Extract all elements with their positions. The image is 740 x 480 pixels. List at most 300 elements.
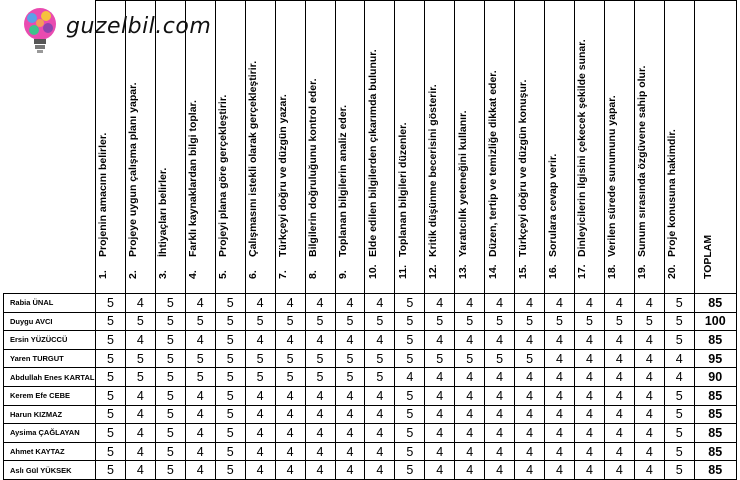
criterion-text: Projeyi plana göre gerçekleştirir.	[217, 94, 230, 257]
score-cell: 4	[185, 424, 215, 443]
criterion-text: Dinleyicilerin ilgisini çekecek şekilde sunar.	[576, 39, 589, 257]
score-cell: 4	[515, 461, 545, 480]
score-cell: 5	[395, 386, 425, 405]
score-cell: 5	[215, 294, 245, 313]
score-cell: 4	[185, 461, 215, 480]
evaluation-table	[3, 0, 737, 480]
criterion-label	[516, 0, 530, 279]
score-cell: 5	[664, 424, 694, 443]
score-cell: 5	[395, 461, 425, 480]
score-cell: 4	[485, 424, 515, 443]
score-cell: 5	[215, 331, 245, 350]
student-name: Abdullah Enes KARTAL	[4, 368, 96, 387]
score-cell: 4	[305, 405, 335, 424]
criterion-number: 19.	[636, 264, 649, 279]
score-cell: 4	[275, 424, 305, 443]
score-cell: 5	[335, 368, 365, 387]
score-cell: 5	[155, 368, 185, 387]
score-cell: 4	[185, 442, 215, 461]
score-cell: 4	[634, 461, 664, 480]
score-cell: 5	[125, 368, 155, 387]
score-cell: 5	[155, 461, 185, 480]
criterion-label	[426, 0, 440, 279]
student-name: Ersin YÜZÜCCÜ	[4, 331, 96, 350]
score-cell: 4	[455, 294, 485, 313]
score-cell: 4	[125, 461, 155, 480]
score-cell: 5	[155, 331, 185, 350]
criterion-number: 17.	[576, 264, 589, 279]
score-cell: 5	[215, 386, 245, 405]
criterion-text: Türkçeyi doğru ve düzgün konuşur.	[516, 79, 529, 257]
criterion-number: 2.	[127, 270, 140, 279]
score-cell: 4	[335, 442, 365, 461]
score-cell: 4	[545, 405, 575, 424]
criterion-label	[546, 0, 560, 279]
criterion-header-16	[545, 1, 575, 294]
score-cell: 4	[604, 294, 634, 313]
score-cell: 4	[425, 368, 455, 387]
score-cell: 5	[155, 312, 185, 331]
score-cell: 4	[455, 368, 485, 387]
score-cell: 4	[485, 386, 515, 405]
score-cell: 4	[545, 424, 575, 443]
student-name: Rabia ÜNAL	[4, 294, 96, 313]
criterion-label	[635, 0, 649, 279]
score-cell: 4	[664, 349, 694, 368]
student-name: Kerem Efe CEBE	[4, 386, 96, 405]
criterion-header-8	[305, 1, 335, 294]
criterion-header-14	[485, 1, 515, 294]
criterion-number: 13.	[456, 264, 469, 279]
criterion-text: Kritik düşünme becerisini gösterir.	[426, 84, 439, 257]
criterion-text: Çalışmasını istekli olarak gerçekleştirir.	[247, 60, 260, 257]
score-cell: 5	[604, 312, 634, 331]
score-cell: 4	[545, 294, 575, 313]
score-cell: 5	[395, 349, 425, 368]
score-cell: 4	[604, 331, 634, 350]
score-cell: 4	[125, 386, 155, 405]
score-cell: 5	[545, 312, 575, 331]
score-cell: 5	[275, 368, 305, 387]
criterion-label	[246, 0, 260, 279]
criterion-text: Sunum sırasında özgüvene sahip olur.	[636, 65, 649, 257]
score-cell: 4	[365, 424, 395, 443]
score-cell: 4	[515, 405, 545, 424]
table-row	[4, 424, 737, 443]
score-cell: 5	[125, 349, 155, 368]
score-cell: 4	[634, 424, 664, 443]
criterion-label	[575, 0, 589, 279]
score-cell: 5	[96, 386, 126, 405]
criterion-label	[665, 0, 679, 279]
score-cell: 5	[425, 349, 455, 368]
score-cell: 5	[515, 312, 545, 331]
table-row	[4, 442, 737, 461]
criterion-number: 18.	[606, 264, 619, 279]
criterion-label	[336, 0, 350, 279]
score-cell: 5	[664, 442, 694, 461]
table-row	[4, 368, 737, 387]
score-cell: 4	[275, 331, 305, 350]
score-cell: 4	[575, 368, 605, 387]
score-cell: 5	[275, 312, 305, 331]
score-cell: 4	[305, 424, 335, 443]
score-cell: 5	[155, 386, 185, 405]
score-cell: 4	[125, 294, 155, 313]
score-cell: 5	[664, 331, 694, 350]
score-cell: 5	[575, 312, 605, 331]
criterion-header-9	[335, 1, 365, 294]
score-cell: 4	[604, 424, 634, 443]
total-cell: 85	[694, 294, 736, 313]
score-cell: 5	[664, 405, 694, 424]
score-cell: 4	[365, 386, 395, 405]
table-row	[4, 461, 737, 480]
table-row	[4, 405, 737, 424]
student-name: Yaren TURGUT	[4, 349, 96, 368]
criterion-number: 8.	[307, 270, 320, 279]
criterion-header-20	[664, 1, 694, 294]
score-cell: 4	[425, 424, 455, 443]
score-cell: 4	[245, 386, 275, 405]
criterion-label	[456, 0, 470, 279]
score-cell: 5	[305, 312, 335, 331]
score-cell: 5	[335, 349, 365, 368]
lightbulb-icon	[22, 6, 62, 58]
score-cell: 4	[425, 442, 455, 461]
score-cell: 5	[335, 312, 365, 331]
score-cell: 4	[275, 294, 305, 313]
score-cell: 5	[215, 312, 245, 331]
score-cell: 4	[485, 461, 515, 480]
score-cell: 4	[604, 349, 634, 368]
table-row	[4, 349, 737, 368]
criterion-number: 20.	[666, 264, 679, 279]
score-cell: 5	[245, 312, 275, 331]
criterion-header-13	[455, 1, 485, 294]
score-cell: 5	[455, 349, 485, 368]
score-cell: 4	[485, 442, 515, 461]
criterion-text: Toplanan bilgilerin analiz eder.	[336, 104, 349, 257]
score-cell: 4	[335, 405, 365, 424]
criterion-header-6	[245, 1, 275, 294]
criterion-text: Türkçeyi doğru ve düzgün yazar.	[277, 94, 290, 257]
score-cell: 4	[365, 461, 395, 480]
student-rows	[4, 294, 737, 480]
score-cell: 5	[185, 349, 215, 368]
score-cell: 5	[395, 442, 425, 461]
criterion-number: 4.	[187, 270, 200, 279]
score-cell: 4	[275, 386, 305, 405]
logo	[22, 6, 232, 58]
student-name: Aysima ÇAĞLAYAN	[4, 424, 96, 443]
score-cell: 4	[425, 461, 455, 480]
score-cell: 4	[515, 424, 545, 443]
criterion-header-7	[275, 1, 305, 294]
score-cell: 4	[185, 386, 215, 405]
criterion-label	[366, 0, 380, 279]
score-cell: 5	[215, 405, 245, 424]
score-cell: 5	[125, 312, 155, 331]
score-cell: 4	[515, 331, 545, 350]
score-cell: 4	[634, 368, 664, 387]
score-cell: 5	[634, 312, 664, 331]
score-cell: 4	[455, 331, 485, 350]
score-cell: 5	[96, 461, 126, 480]
criterion-label	[396, 0, 410, 279]
total-cell: 85	[694, 461, 736, 480]
criterion-text: Projeye uygun çalışma planı yapar.	[127, 82, 140, 257]
total-cell: 85	[694, 331, 736, 350]
criterion-text: Verilen sürede sunumunu yapar.	[606, 95, 619, 257]
score-cell: 4	[185, 405, 215, 424]
score-cell: 4	[485, 331, 515, 350]
score-cell: 5	[215, 461, 245, 480]
score-cell: 5	[485, 349, 515, 368]
logo-text: guzelbil.com	[66, 14, 212, 39]
score-cell: 5	[664, 294, 694, 313]
score-cell: 4	[245, 461, 275, 480]
score-cell: 4	[365, 442, 395, 461]
criterion-text: Proje konusuna hakimdir.	[666, 129, 679, 257]
score-cell: 4	[425, 294, 455, 313]
criterion-text: Düzen, tertip ve temizliğe dikkat eder.	[486, 70, 499, 257]
score-cell: 5	[425, 312, 455, 331]
score-cell: 5	[155, 349, 185, 368]
score-cell: 5	[155, 424, 185, 443]
score-cell: 4	[634, 349, 664, 368]
total-header	[694, 1, 736, 294]
score-cell: 4	[515, 368, 545, 387]
score-cell: 5	[485, 312, 515, 331]
student-name: Aslı Gül YÜKSEK	[4, 461, 96, 480]
total-cell: 85	[694, 405, 736, 424]
criterion-label	[605, 0, 619, 279]
score-cell: 5	[96, 312, 126, 331]
table-row	[4, 331, 737, 350]
score-cell: 5	[365, 312, 395, 331]
table-row	[4, 386, 737, 405]
score-cell: 4	[185, 294, 215, 313]
total-cell: 90	[694, 368, 736, 387]
score-cell: 4	[575, 424, 605, 443]
score-cell: 4	[245, 331, 275, 350]
student-name: Duygu AVCI	[4, 312, 96, 331]
score-cell: 5	[275, 349, 305, 368]
student-name: Harun KIZMAZ	[4, 405, 96, 424]
score-cell: 4	[575, 349, 605, 368]
score-cell: 5	[395, 405, 425, 424]
score-cell: 4	[575, 331, 605, 350]
criterion-header-19	[634, 1, 664, 294]
score-cell: 5	[395, 294, 425, 313]
score-cell: 4	[455, 442, 485, 461]
score-cell: 4	[125, 331, 155, 350]
score-cell: 4	[305, 331, 335, 350]
score-cell: 4	[575, 405, 605, 424]
score-cell: 4	[305, 461, 335, 480]
score-cell: 4	[335, 386, 365, 405]
criterion-text: Farklı kaynaklardan bilgi toplar.	[187, 100, 200, 257]
score-cell: 4	[575, 461, 605, 480]
criterion-number: 15.	[516, 264, 529, 279]
score-cell: 5	[215, 424, 245, 443]
score-cell: 5	[305, 349, 335, 368]
score-cell: 4	[634, 442, 664, 461]
score-cell: 4	[305, 294, 335, 313]
score-cell: 4	[125, 405, 155, 424]
score-cell: 4	[425, 386, 455, 405]
score-cell: 5	[365, 349, 395, 368]
criterion-text: Bilgilerin doğruluğunu kontrol eder.	[307, 78, 320, 257]
score-cell: 4	[125, 442, 155, 461]
criterion-number: 16.	[546, 264, 559, 279]
score-cell: 4	[455, 386, 485, 405]
score-cell: 4	[425, 331, 455, 350]
criterion-text: Yaratıcılık yeteneğini kullanır.	[456, 110, 469, 257]
total-cell: 85	[694, 442, 736, 461]
score-cell: 5	[185, 368, 215, 387]
score-cell: 4	[515, 386, 545, 405]
criterion-number: 1.	[97, 270, 110, 279]
score-cell: 4	[425, 405, 455, 424]
score-cell: 5	[185, 312, 215, 331]
score-cell: 4	[575, 386, 605, 405]
score-cell: 5	[155, 294, 185, 313]
criterion-number: 10.	[366, 264, 379, 279]
score-cell: 5	[365, 368, 395, 387]
score-cell: 4	[485, 294, 515, 313]
score-cell: 4	[245, 405, 275, 424]
student-name: Ahmet KAYTAZ	[4, 442, 96, 461]
score-cell: 4	[634, 386, 664, 405]
score-cell: 4	[604, 442, 634, 461]
score-cell: 4	[515, 294, 545, 313]
criterion-label	[306, 0, 320, 279]
score-cell: 4	[275, 405, 305, 424]
score-cell: 4	[545, 386, 575, 405]
criterion-text: Sorulara cevap verir.	[546, 153, 559, 257]
score-cell: 5	[96, 405, 126, 424]
criterion-header-18	[604, 1, 634, 294]
score-cell: 5	[515, 349, 545, 368]
criterion-header-12	[425, 1, 455, 294]
score-cell: 5	[664, 386, 694, 405]
criterion-header-15	[515, 1, 545, 294]
table-row	[4, 294, 737, 313]
score-cell: 4	[275, 461, 305, 480]
score-cell: 5	[96, 368, 126, 387]
criterion-number: 5.	[217, 270, 230, 279]
total-cell: 85	[694, 424, 736, 443]
criterion-label	[276, 0, 290, 279]
score-cell: 5	[664, 312, 694, 331]
score-cell: 4	[275, 442, 305, 461]
score-cell: 4	[575, 442, 605, 461]
score-cell: 5	[96, 442, 126, 461]
score-cell: 4	[545, 331, 575, 350]
criterion-number: 11.	[396, 264, 409, 279]
score-cell: 4	[455, 424, 485, 443]
score-cell: 5	[305, 368, 335, 387]
score-cell: 4	[545, 461, 575, 480]
criterion-number: 12.	[426, 264, 439, 279]
criterion-number: 6.	[247, 270, 260, 279]
score-cell: 4	[485, 405, 515, 424]
score-cell: 4	[455, 461, 485, 480]
score-cell: 4	[634, 331, 664, 350]
score-cell: 5	[96, 349, 126, 368]
criterion-text: Projenin amacını belirler.	[97, 132, 110, 257]
score-cell: 4	[125, 424, 155, 443]
score-cell: 4	[545, 368, 575, 387]
score-cell: 4	[604, 405, 634, 424]
score-cell: 4	[335, 461, 365, 480]
criterion-text: Elde edilen bilgilerden çıkarımda bulunur.	[366, 49, 379, 257]
score-cell: 5	[215, 349, 245, 368]
criterion-text: Toplanan bilgileri düzenler.	[396, 122, 409, 257]
score-cell: 4	[245, 424, 275, 443]
score-cell: 5	[215, 442, 245, 461]
score-cell: 4	[305, 386, 335, 405]
score-cell: 5	[96, 294, 126, 313]
score-cell: 4	[485, 368, 515, 387]
score-cell: 5	[215, 368, 245, 387]
criterion-header-10	[365, 1, 395, 294]
score-cell: 5	[96, 424, 126, 443]
score-cell: 5	[664, 461, 694, 480]
score-cell: 5	[395, 331, 425, 350]
score-cell: 5	[245, 349, 275, 368]
total-label: TOPLAM	[702, 234, 715, 279]
total-cell: 85	[694, 386, 736, 405]
score-cell: 5	[96, 331, 126, 350]
score-cell: 4	[185, 331, 215, 350]
table-row	[4, 312, 737, 331]
score-cell: 4	[395, 368, 425, 387]
score-cell: 4	[365, 294, 395, 313]
score-cell: 5	[395, 424, 425, 443]
score-cell: 4	[575, 294, 605, 313]
score-cell: 5	[455, 312, 485, 331]
score-cell: 4	[634, 294, 664, 313]
score-cell: 5	[155, 405, 185, 424]
score-cell: 4	[545, 349, 575, 368]
score-cell: 5	[155, 442, 185, 461]
criterion-number: 3.	[157, 270, 170, 279]
score-cell: 4	[365, 405, 395, 424]
score-cell: 5	[245, 368, 275, 387]
score-cell: 4	[335, 331, 365, 350]
score-cell: 4	[545, 442, 575, 461]
score-cell: 4	[365, 331, 395, 350]
total-cell: 100	[694, 312, 736, 331]
criterion-number: 9.	[336, 270, 349, 279]
score-cell: 4	[245, 294, 275, 313]
score-cell: 4	[634, 405, 664, 424]
criterion-number: 14.	[486, 264, 499, 279]
criterion-header-17	[575, 1, 605, 294]
criterion-header-11	[395, 1, 425, 294]
score-cell: 5	[395, 312, 425, 331]
score-cell: 4	[515, 442, 545, 461]
score-cell: 4	[604, 368, 634, 387]
score-cell: 4	[455, 405, 485, 424]
score-cell: 4	[604, 461, 634, 480]
score-cell: 4	[245, 442, 275, 461]
criterion-label	[486, 0, 500, 279]
score-cell: 4	[604, 386, 634, 405]
